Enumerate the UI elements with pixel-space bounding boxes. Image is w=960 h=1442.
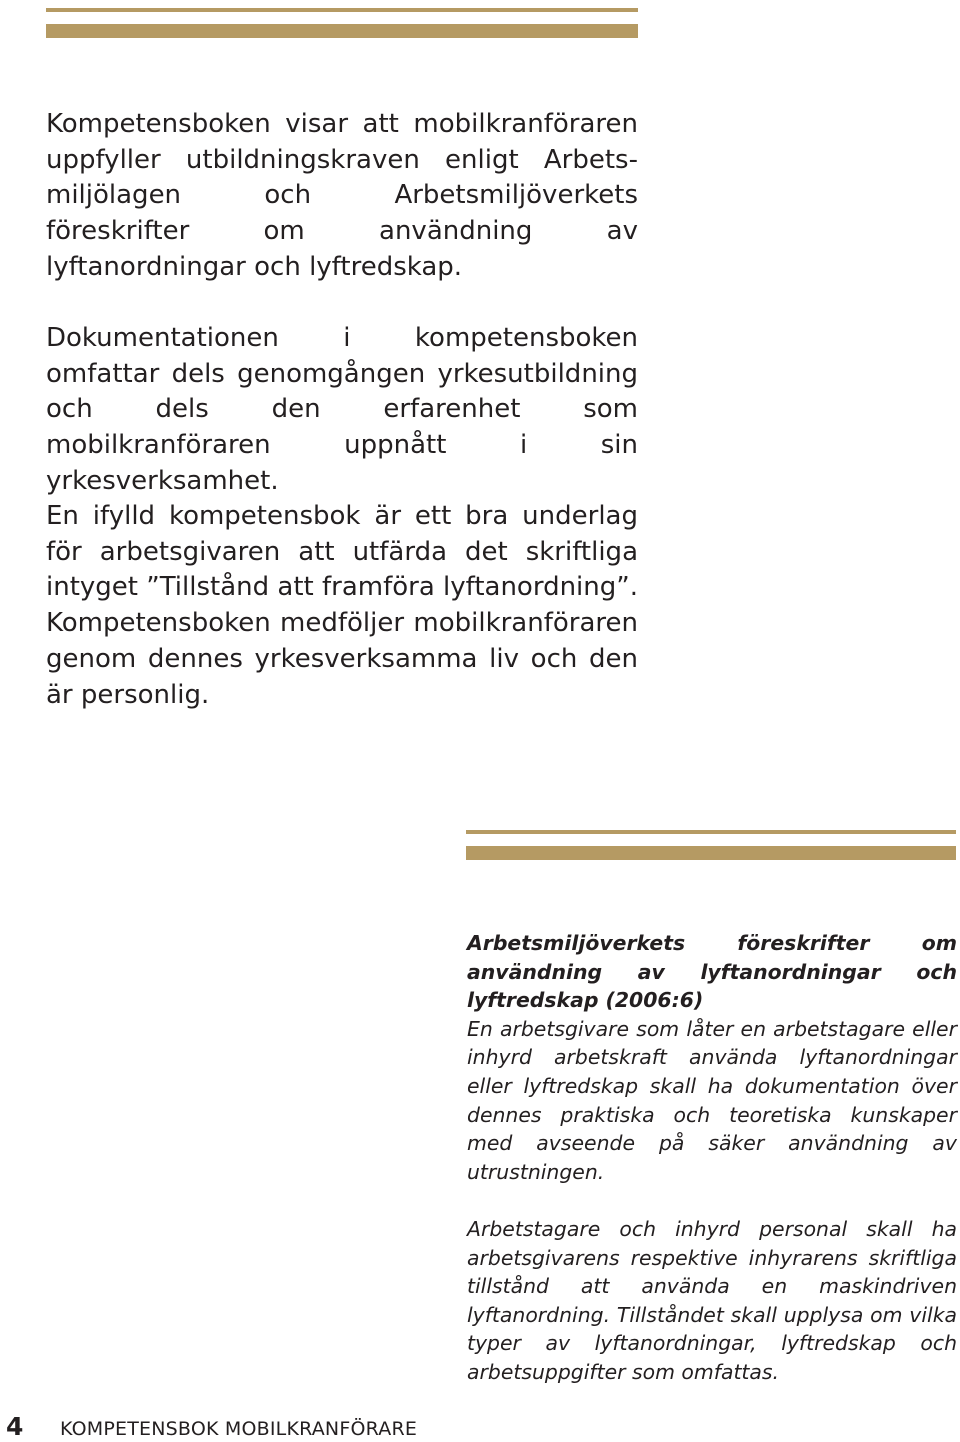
running-footer-title: KOMPETENSBOK MOBILKRANFÖRARE (60, 1418, 418, 1440)
sidebar-rule-thin (466, 830, 956, 834)
top-rule-thick (46, 24, 638, 38)
regulation-sidebar (467, 929, 957, 1387)
page-number: 4 (6, 1412, 24, 1441)
regulation-paragraph-1: En arbetsgivare som låter en arbetstagare eller inhyrd arbetskraft använda lyftanordningar eller lyftredskap skall ha dokumentation över dennes praktiska och teoretiska kunskaper med avseende på säker användning av utrustningen. (467, 1016, 957, 1184)
body-paragraph-3: En ifylld kompetensbok är ett bra underlag för arbetsgivaren att utfärda det skriftliga intyget ”Tillstånd att framföra lyftanordning”. Kompetensboken medföljer mobilkranföraren genom dennes yrkesverksamma liv och den är personlig. (46, 501, 638, 710)
body-paragraph-1: Kompetensboken visar att mobilkranföraren uppfyller utbildningskraven enligt Arbetsmiljölagen och Arbetsmiljöverkets föreskrifter om användning av lyftanordningar och lyftredskap. (46, 109, 638, 282)
regulation-paragraph-2: Arbetstagare och inhyrd personal skall ha arbetsgivarens respektive inhyrarens skriftliga tillstånd att använda en maskindriven lyftanordning. Tillståndet skall upplysa om vilka typer av lyftanordningar, lyftredskap och arbetsuppgifter som omfattas. (467, 1216, 957, 1384)
top-rule-thin (46, 8, 638, 12)
sidebar-rule-thick (466, 846, 956, 860)
body-paragraph-2: Dokumentationen i kompetensboken omfattar dels genomgången yrkesutbildning och dels den erfarenhet som mobilkranföraren uppnått i sin yrkesverksamhet. (46, 323, 638, 496)
regulation-heading: Arbetsmiljöverkets föreskrifter om användning av lyftanordningar och lyftredskap (2006:6) (467, 931, 957, 1013)
